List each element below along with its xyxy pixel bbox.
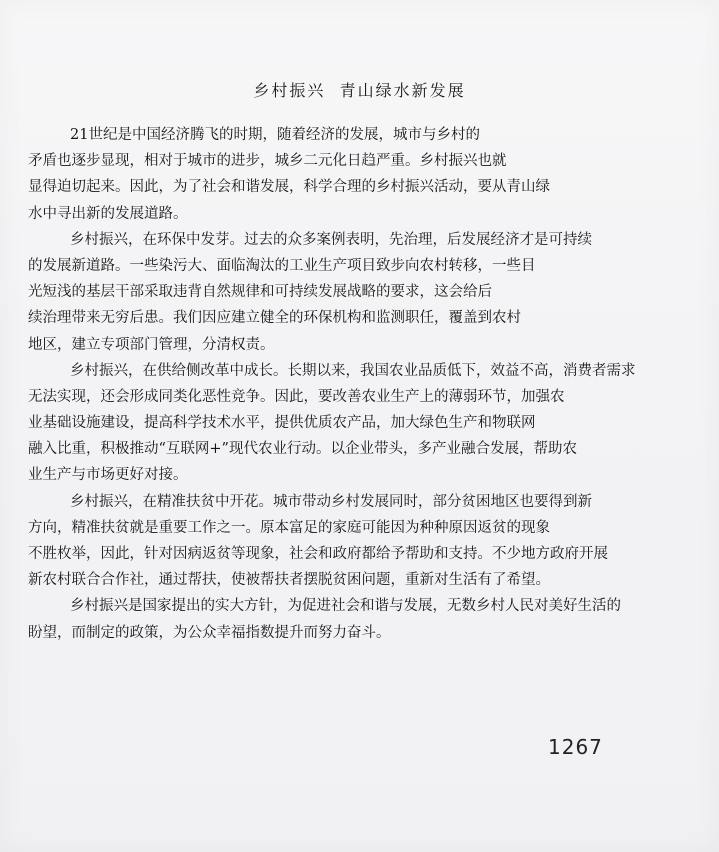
essay-line: 的发展新道路。一些染污大、面临淘汰的工业生产项目致步向农村转移，一些目 xyxy=(28,257,536,274)
essay-line: 乡村振兴是国家提出的实大方针，为促进社会和谐与发展，无数乡村人民对美好生活的 xyxy=(70,598,621,615)
essay-line: 显得迫切起来。因此，为了社会和谐发展，科学合理的乡村振兴活动，要从青山绿 xyxy=(28,179,550,196)
essay-line: 新农村联合合作社，通过帮扶，使被帮扶者摆脱贫困问题，重新对生活有了希望。 xyxy=(28,572,550,589)
essay-line: 矛盾也逐步显现，相对于城市的进步，城乡二元化日趋严重。乡村振兴也就 xyxy=(28,153,507,170)
essay-line: 光短浅的基层干部采取违背自然规律和可持续发展战略的要求，这会给后 xyxy=(28,284,492,301)
essay-line: 乡村振兴，在环保中发芽。过去的众多案例表明，先治理，后发展经济才是可持续 xyxy=(70,231,592,248)
essay-body xyxy=(28,122,694,646)
essay-line: 不胜枚举，因此，针对因病返贫等现象，社会和政府都给予帮助和支持。不少地方政府开展 xyxy=(28,546,608,562)
document-title: 乡村振兴 青山绿水新发展 xyxy=(253,81,466,100)
essay-line: 业基础设施建设，提高科学技术水平，提供优质农产品，加大绿色生产和物联网 xyxy=(28,415,536,432)
essay-line: 融入比重，积极推动“互联网+”现代农业行动。以企业带头，多产业融合发展，帮助农 xyxy=(28,441,577,458)
essay-line: 续治理带来无穷后患。我们因应建立健全的环保机构和监测职任，覆盖到农村 xyxy=(28,310,521,327)
essay-line: 业生产与市场更好对接。 xyxy=(28,467,188,484)
essay-line: 21世纪是中国经济腾飞的时期，随着经济的发展，城市与乡村的 xyxy=(70,127,480,143)
essay-line: 乡村振兴，在精准扶贫中开花。城市带动乡村发展同时，部分贫困地区也要得到新 xyxy=(70,493,592,510)
essay-line: 盼望，而制定的政策，为公众幸福指数提升而努力奋斗。 xyxy=(28,624,391,641)
page-number: 1267 xyxy=(548,735,603,759)
essay-line: 水中寻出新的发展道路。 xyxy=(28,205,188,222)
essay-line: 方向，精准扶贫就是重要工作之一。原本富足的家庭可能因为种种原因返贫的现象 xyxy=(28,519,550,536)
essay-line: 无法实现，还会形成同类化恶性竞争。因此，要改善农业生产上的薄弱环节，加强农 xyxy=(28,388,565,405)
essay-line: 地区，建立专项部门管理，分清权责。 xyxy=(28,336,275,353)
essay-line: 乡村振兴，在供给侧改革中成长。长期以来，我国农业品质低下，效益不高，消费者需求 xyxy=(70,362,636,379)
